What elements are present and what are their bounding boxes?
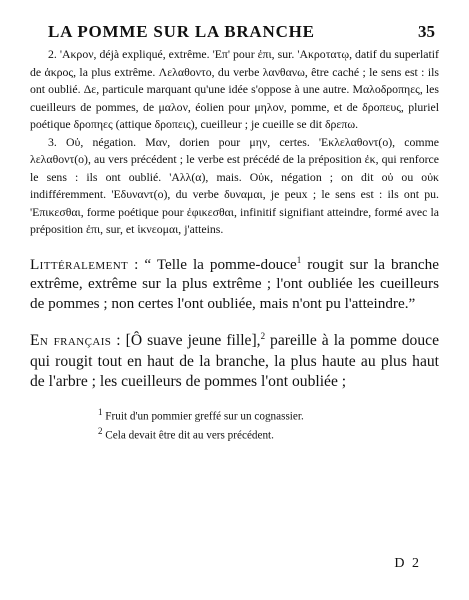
- french-text-after: pareille à la pomme douce qui rougit tout en haut de la branche, la plus haute au plus haut de l'arbre ; les cueilleurs de pommes l'ont oubliée ;: [30, 332, 439, 391]
- literal-label: Littéralement: [30, 255, 129, 273]
- french-translation: [30, 326, 439, 393]
- note-number: 3.: [48, 134, 57, 149]
- note-text: Οὐ, négation. Μαν, dorien pour μην, certes. 'Εκλελαθοντ(ο), comme λελαθοντ(ο), au vers précédent ; le verbe est précédé de la préposition ἐκ, qui renforce le sens : ils ont oublié. 'Αλλ(α), mais. Οὐκ, négation ; on dit οὐ ou οὐκ indifféremment. 'Εδυναντ(ο), du verbe δυναμαι, je peux ; le sens est : ils ont pu. 'Επικεσθαι, forme poétique pour ἐφικεσθαι, infinitif signifiant atteindre, formé avec la préposition ἐπι, sur, et ἱκνεομαι, j'atteins.: [30, 134, 439, 236]
- footnote-ref-1: 1: [296, 254, 302, 265]
- french-separator: :: [116, 332, 121, 350]
- literal-separator: :: [134, 255, 139, 273]
- signature-mark: D 2: [394, 556, 421, 571]
- footnotes: [30, 405, 439, 444]
- footnote-marker: 2: [98, 426, 103, 437]
- footnote-1: [98, 405, 439, 425]
- note-2: [30, 46, 439, 134]
- footnote-text: Fruit d'un pommier greffé sur un cognassier.: [105, 410, 304, 423]
- footnote-2: [98, 424, 439, 444]
- note-number: 2.: [48, 47, 57, 61]
- literal-text-after: rougit sur la branche extrême, extrême sur la plus extrême ; l'ont oubliée les cueilleurs de pommes ; non certes l'ont oubliée, mais n'ont pu l'atteindre.”: [30, 255, 440, 313]
- note-3: [30, 134, 439, 239]
- footnote-text: Cela devait être dit au vers précédent.: [105, 430, 274, 443]
- french-label: En français: [30, 332, 112, 350]
- page-header: [30, 10, 439, 40]
- literal-text-before: “ Telle la pomme-douce: [144, 255, 297, 273]
- footnote-marker: 1: [98, 406, 103, 417]
- note-text: 'Ακρον, déjà expliqué, extrême. 'Επ' pour ἐπι, sur. 'Ακροτατῳ, datif du superlatif de ἀκρος, la plus extrême. Λελαθοντο, du verbe λανθανω, être caché ; le sens est : ils ont oublié. Δε, particule marquant qu'une idée s'oppose à une autre. Μαλοδροπηες, les cueilleurs de pommes, de μαλον, éolien pour μηλον, pomme, et de δροπευς, pluriel poétique δροπηες (attique δροπεις), cueilleur ; je cueille se dit δρεπω.: [30, 47, 439, 131]
- footnote-ref-2: 2: [260, 330, 266, 341]
- french-text-before: [Ô suave jeune fille],: [125, 332, 261, 350]
- commentary-notes: [30, 46, 439, 239]
- literal-translation: [30, 251, 439, 314]
- page-number: 35: [418, 22, 435, 41]
- running-title: LA POMME SUR LA BRANCHE: [48, 22, 315, 41]
